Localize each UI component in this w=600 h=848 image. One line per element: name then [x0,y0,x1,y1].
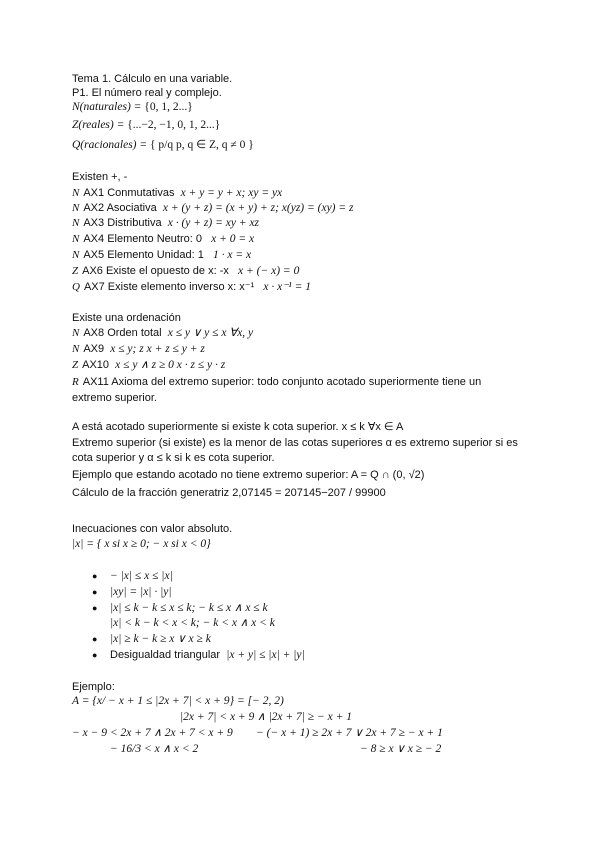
axiom-line: Q AX7 Existe elemento inverso x: x⁻¹ x · x⁻¹ = 1 [72,281,312,293]
ejemplo-line: − (− x + 1) ≥ 2x + 7 ∨ 2x + 7 ≥ − x + 1 [256,727,443,739]
set-expr: {0, 1, 2...} [144,101,193,113]
set-expr: { p/q p, q ∈ Z, q ≠ 0 } [150,139,254,151]
ejemplo-acotado: Ejemplo que estando acotado no tiene extremo superior: A = Q ∩ (0, √2) [72,469,425,481]
property-item: |x| ≥ k − k ≥ x ∨ x ≥ k [110,633,211,645]
property-item: |x| ≤ k − k ≤ x ≤ k; − k ≤ x ∧ x ≤ k [110,602,268,614]
set-label: N(naturales) = [72,101,142,113]
set-expr: {...−2, −1, 0, 1, 2...} [127,119,221,131]
set-naturales [72,100,193,114]
axiom-line: Z AX6 Existe el opuesto de x: -x x + (− x) = 0 [72,265,300,277]
set-reales [72,118,220,132]
inecuaciones-heading: Inecuaciones con valor absoluto. [72,523,233,535]
axiom-line: N AX3 Distributiva x · (y + z) = xy + xz [72,217,260,229]
property-item: − |x| ≤ x ≤ |x| [110,570,173,582]
property-item: |xy| = |x| · |y| [110,586,172,598]
order-axiom-line: N AX8 Orden total x ≤ y ∨ y ≤ x ∀x, y [72,327,254,339]
bullet-icon: ● [92,650,98,660]
extremo-superior-definition: Extremo superior (si existe) es la menor de las cotas superiores α es extremo superior si es cota superior y α ≤ k si k es cota superior. [72,437,518,464]
axiom-line: N AX4 Elemento Neutro: 0 x + 0 = x [72,233,255,245]
order-axiom-line: Z AX10 x ≤ y ∧ z ≥ 0 x · z ≤ y · z [72,359,226,371]
acotado-definition: A está acotado superiormente si existe k cota superior. x ≤ k ∀x ∈ A [72,421,404,433]
ordenacion-heading: Existe una ordenación [72,312,181,324]
property-item: |x| < k − k < x < k; − k < x ∧ x < k [110,617,275,629]
set-label: Z(reales) = [72,119,125,131]
order-axiom-line: R AX11 Axioma del extremo superior: todo conjunto acotado superiormente tiene un extremo superior. [72,376,482,404]
property-item: Desigualdad triangular |x + y| ≤ |x| + |y| [110,649,305,661]
bullet-icon: ● [92,634,98,644]
axiom-line: N AX5 Elemento Unidad: 1 1 · x = x [72,249,252,261]
ejemplo-line: − 16/3 < x ∧ x < 2 [110,743,199,755]
page-title: Tema 1. Cálculo en una variable. [72,73,233,85]
section-subtitle: P1. El número real y complejo. [72,87,222,99]
order-axiom-line: N AX9 x ≤ y; z x + z ≤ y + z [72,343,205,355]
existen-heading: Existen +, - [72,171,128,183]
bullet-icon: ● [92,603,98,613]
abs-definition: |x| = { x si x ≥ 0; − x si x < 0} [72,538,211,550]
ejemplo-line: |2x + 7| < x + 9 ∧ |2x + 7| ≥ − x + 1 [180,711,352,723]
ejemplo-line: − 8 ≥ x ∨ x ≥ − 2 [360,743,442,755]
ejemplo-line: − x − 9 < 2x + 7 ∧ 2x + 7 < x + 9 [72,727,233,739]
axiom-line: N AX2 Asociativa x + (y + z) = (x + y) + z; x(yz) = (xy) = z [72,202,354,214]
ejemplo-heading: Ejemplo: [72,681,115,693]
bullet-icon: ● [92,571,98,581]
set-racionales [72,138,254,152]
ejemplo-line: A = {x/ − x + 1 ≤ |2x + 7| < x + 9} = [− 2, 2) [72,695,284,707]
set-label: Q(racionales) = [72,139,148,151]
bullet-icon: ● [92,587,98,597]
axiom-line: N AX1 Conmutativas x + y = y + x; xy = yx [72,187,283,199]
fraccion-generatriz: Cálculo de la fracción generatriz 2,07145 = 207145−207 / 99900 [72,487,386,499]
